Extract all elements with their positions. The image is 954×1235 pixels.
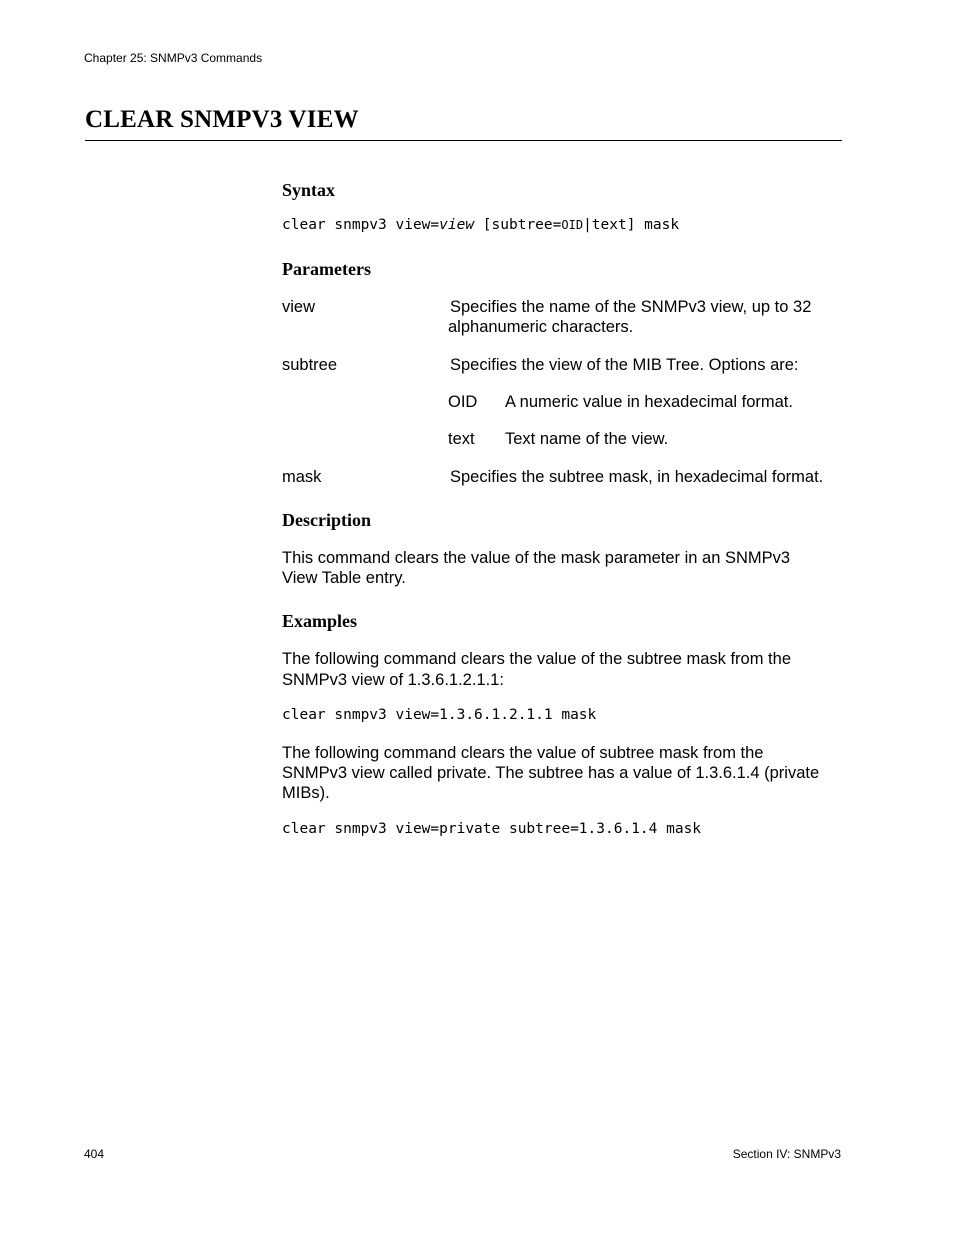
running-header: Chapter 25: SNMPv3 Commands [84, 51, 263, 65]
param-view-name: view [282, 298, 316, 316]
title-rule [85, 140, 842, 141]
description-heading: Description [282, 510, 371, 530]
parameters-heading: Parameters [282, 259, 371, 279]
description-line1: This command clears the value of the mask parameter in an SNMPv3 [282, 549, 791, 567]
example2-line1: The following command clears the value of subtree mask from the [282, 744, 764, 762]
option-text-key: text [448, 430, 475, 448]
page-title: CLEAR SNMPV3 VIEW [85, 106, 359, 133]
param-mask-name: mask [282, 468, 322, 486]
param-view-desc-line2: alphanumeric characters. [448, 318, 634, 336]
examples-heading: Examples [282, 611, 358, 631]
param-subtree-desc: Specifies the view of the MIB Tree. Options are: [450, 356, 799, 374]
example1-line1: The following command clears the value of the subtree mask from the [282, 650, 791, 668]
syntax-code [282, 217, 679, 233]
example2-code: clear snmpv3 view=private subtree=1.3.6.1.4 mask [282, 821, 702, 837]
param-subtree-name: subtree [282, 356, 338, 374]
example1-code: clear snmpv3 view=1.3.6.1.2.1.1 mask [282, 707, 597, 723]
syntax-prefix: clear snmpv3 view= [282, 217, 440, 233]
example1-line2: SNMPv3 view of 1.3.6.1.2.1.1: [282, 671, 504, 689]
description-line2: View Table entry. [282, 569, 406, 587]
syntax-mask-part: |text] mask [583, 217, 680, 233]
syntax-heading: Syntax [282, 180, 336, 200]
syntax-subtree-part: [subtree= [474, 217, 562, 233]
section-footer: Section IV: SNMPv3 [732, 1147, 841, 1161]
syntax-view-variable: view [439, 217, 475, 233]
option-oid-key: OID [448, 393, 478, 411]
page-number: 404 [84, 1147, 105, 1161]
param-view-desc-line1: Specifies the name of the SNMPv3 view, up to 32 [450, 298, 812, 316]
option-oid-desc: A numeric value in hexadecimal format. [505, 393, 793, 411]
param-mask-desc: Specifies the subtree mask, in hexadecimal format. [450, 468, 824, 486]
example2-line3: MIBs). [282, 784, 330, 802]
example2-line2: SNMPv3 view called private. The subtree has a value of 1.3.6.1.4 (private [282, 764, 820, 782]
option-text-desc: Text name of the view. [505, 430, 669, 448]
syntax-oid: OID [561, 218, 584, 232]
